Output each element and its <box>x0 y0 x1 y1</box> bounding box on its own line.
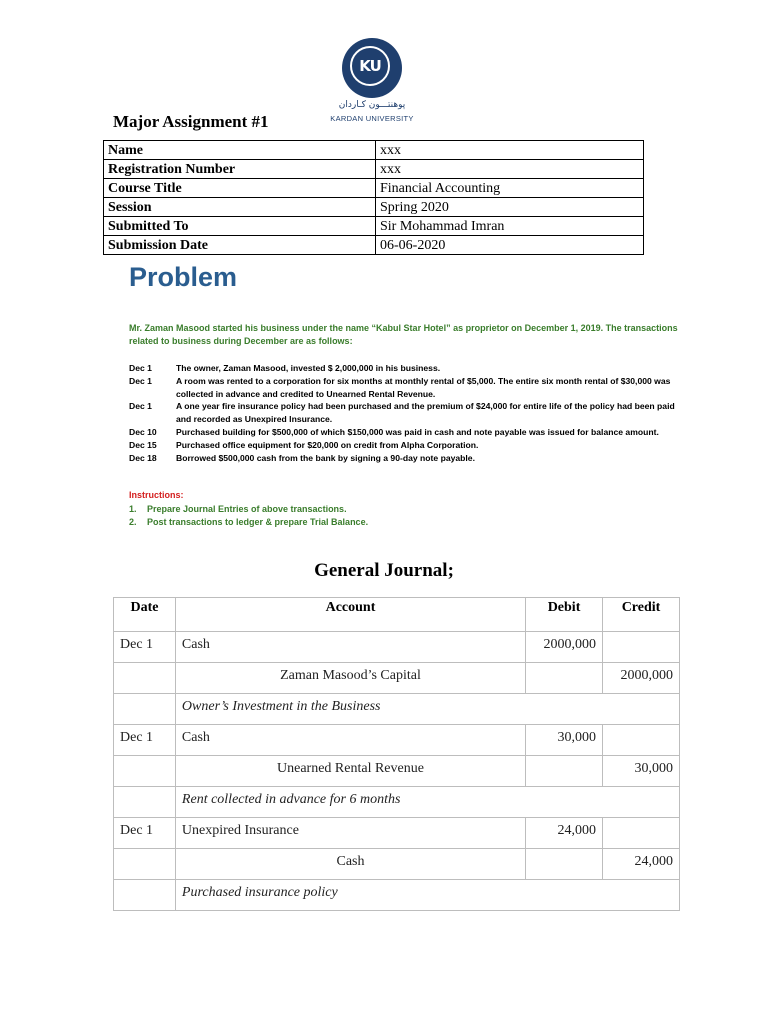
transaction-text: Purchased building for $500,000 of which $150,000 was paid in cash and note payable was issued for balance amount. <box>176 426 659 437</box>
journal-credit-row <box>114 663 680 694</box>
header-account: Account <box>175 598 525 632</box>
instruction-text: Prepare Journal Entries of above transactions. <box>147 504 347 514</box>
info-row <box>104 141 644 160</box>
info-key: Submission Date <box>104 236 376 255</box>
journal-debit-row <box>114 818 680 849</box>
transaction-date: Dec 1 <box>129 375 152 386</box>
transaction-text: The owner, Zaman Masood, invested $ 2,000,000 in his business. <box>176 363 441 373</box>
credit-amount: 2000,000 <box>603 663 680 694</box>
credit-account: Zaman Masood’s Capital <box>175 663 525 694</box>
entry-date: Dec 1 <box>114 632 176 663</box>
logo-emblem-text: KU <box>350 46 390 86</box>
info-key: Session <box>104 198 376 217</box>
logo-english-name: KARDAN UNIVERSITY <box>330 114 414 123</box>
instruction-number: 2. <box>129 517 137 527</box>
instructions-list <box>129 503 689 529</box>
entry-date: Dec 1 <box>114 818 176 849</box>
transaction-date: Dec 1 <box>129 401 152 412</box>
logo-arabic-name: پوهنتـــون کـاردان <box>338 100 406 110</box>
journal-narration-row <box>114 787 680 818</box>
empty-cell <box>114 880 176 911</box>
info-key: Submitted To <box>104 217 376 236</box>
narration: Owner’s Investment in the Business <box>175 694 679 725</box>
empty-cell <box>603 818 680 849</box>
info-row <box>104 160 644 179</box>
journal-narration-row <box>114 880 680 911</box>
transaction-text: Purchased office equipment for $20,000 on credit from Alpha Corporation. <box>176 439 479 450</box>
transaction-date: Dec 18 <box>129 452 157 463</box>
info-key: Name <box>104 141 376 160</box>
debit-account: Cash <box>175 725 525 756</box>
transaction-list <box>129 362 689 464</box>
credit-amount: 30,000 <box>603 756 680 787</box>
transaction-item <box>129 426 689 439</box>
journal-credit-row <box>114 756 680 787</box>
narration: Rent collected in advance for 6 months <box>175 787 679 818</box>
assignment-title: Major Assignment #1 <box>113 112 269 131</box>
transaction-date: Dec 1 <box>129 363 152 373</box>
empty-cell <box>114 663 176 694</box>
empty-cell <box>114 849 176 880</box>
info-row <box>104 198 644 217</box>
info-row <box>104 217 644 236</box>
journal-credit-row <box>114 849 680 880</box>
logo-emblem <box>342 38 402 98</box>
info-row <box>104 179 644 198</box>
narration: Purchased insurance policy <box>175 880 679 911</box>
transaction-text: A one year fire insurance policy had been purchased and the premium of $24,000 for entire life of the policy had been paid and recorded as Unexpired Insurance. <box>176 401 675 425</box>
debit-amount: 2000,000 <box>526 632 603 663</box>
transaction-item <box>129 452 689 465</box>
journal-debit-row <box>114 632 680 663</box>
header-credit: Credit <box>603 598 680 632</box>
debit-amount: 24,000 <box>526 818 603 849</box>
debit-amount: 30,000 <box>526 725 603 756</box>
credit-amount: 24,000 <box>603 849 680 880</box>
info-value: xxx <box>376 160 644 179</box>
general-journal-table <box>113 597 680 911</box>
transaction-item <box>129 362 689 375</box>
entry-date: Dec 1 <box>114 725 176 756</box>
info-value: Sir Mohammad Imran <box>376 217 644 236</box>
empty-cell <box>114 694 176 725</box>
info-row <box>104 236 644 255</box>
journal-heading: General Journal; <box>314 560 454 581</box>
journal-debit-row <box>114 725 680 756</box>
problem-intro: Mr. Zaman Masood started his business under the name “Kabul Star Hotel” as proprietor on December 1, 2019. The transactions related to business during December are as follows: <box>129 323 678 346</box>
student-info-table <box>103 140 644 255</box>
info-key: Registration Number <box>104 160 376 179</box>
university-logo <box>330 38 414 128</box>
debit-account: Cash <box>175 632 525 663</box>
info-key: Course Title <box>104 179 376 198</box>
instruction-item <box>129 516 689 529</box>
transaction-date: Dec 15 <box>129 439 157 450</box>
transaction-item <box>129 375 689 401</box>
transaction-item <box>129 400 689 426</box>
transaction-text: A room was rented to a corporation for six months at monthly rental of $5,000. The entire six month rental of $30,000 was collected in advance and credited to Unearned Rental Revenue. <box>176 375 671 399</box>
info-value: Spring 2020 <box>376 198 644 217</box>
instruction-text: Post transactions to ledger & prepare Trial Balance. <box>147 517 369 527</box>
journal-narration-row <box>114 694 680 725</box>
problem-heading: Problem <box>129 262 238 292</box>
empty-cell <box>526 756 603 787</box>
empty-cell <box>526 849 603 880</box>
empty-cell <box>603 632 680 663</box>
debit-account: Unexpired Insurance <box>175 818 525 849</box>
instruction-item <box>129 503 689 516</box>
info-value: xxx <box>376 141 644 160</box>
header-date: Date <box>114 598 176 632</box>
empty-cell <box>114 787 176 818</box>
transaction-date: Dec 10 <box>129 426 157 437</box>
credit-account: Cash <box>175 849 525 880</box>
empty-cell <box>526 663 603 694</box>
transaction-text: Borrowed $500,000 cash from the bank by signing a 90-day note payable. <box>176 452 475 463</box>
instructions-heading: Instructions: <box>129 490 184 500</box>
journal-header-row <box>114 598 680 632</box>
transaction-item <box>129 439 689 452</box>
header-debit: Debit <box>526 598 603 632</box>
instruction-number: 1. <box>129 504 137 514</box>
info-value: 06-06-2020 <box>376 236 644 255</box>
info-value: Financial Accounting <box>376 179 644 198</box>
empty-cell <box>114 756 176 787</box>
empty-cell <box>603 725 680 756</box>
credit-account: Unearned Rental Revenue <box>175 756 525 787</box>
